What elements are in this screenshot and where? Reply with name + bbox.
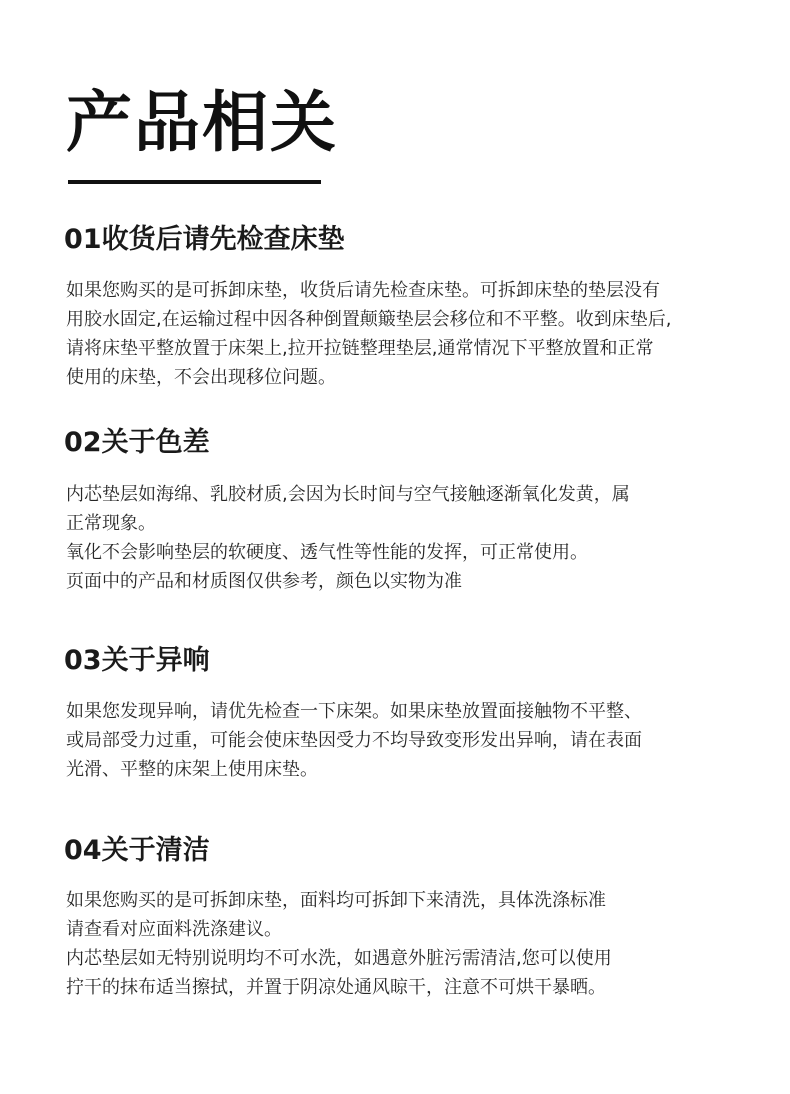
paragraph-line: 拧干的抹布适当擦拭，并置于阴凉处通风晾干，注意不可烘干暴晒。: [66, 977, 606, 998]
section-body-01: [66, 276, 766, 392]
section-body-03: [66, 697, 766, 784]
paragraph-line: 氧化不会影响垫层的软硬度、透气性等性能的发挥，可正常使用。: [66, 542, 588, 563]
paragraph-line: 请查看对应面料洗涤建议。: [66, 919, 282, 940]
paragraph-line: 内芯垫层如无特别说明均不可水洗，如遇意外脏污需清洁,您可以使用: [66, 948, 612, 969]
paragraph-line: 如果您购买的是可拆卸床垫，面料均可拆卸下来清洗，具体洗涤标准: [66, 890, 606, 911]
paragraph-line: 使用的床垫，不会出现移位问题。: [66, 367, 336, 388]
section-body-04: [66, 886, 766, 1002]
paragraph-line: 请将床垫平整放置于床架上,拉开拉链整理垫层,通常情况下平整放置和正常: [66, 338, 654, 359]
paragraph-line: 光滑、平整的床架上使用床垫。: [66, 759, 318, 780]
paragraph-line: 内芯垫层如海绵、乳胶材质,会因为长时间与空气接触逐渐氧化发黄，属: [66, 484, 630, 505]
section-heading-03: 03关于异响: [64, 645, 210, 676]
section-heading-04: 04关于清洁: [64, 835, 210, 866]
paragraph-line: 如果您发现异响，请优先检查一下床架。如果床垫放置面接触物不平整、: [66, 701, 642, 722]
paragraph-line: 用胶水固定,在运输过程中因各种倒置颠簸垫层会移位和不平整。收到床垫后,: [66, 309, 672, 330]
section-body-02: [66, 480, 766, 596]
paragraph-line: 或局部受力过重，可能会使床垫因受力不均导致变形发出异响，请在表面: [66, 730, 642, 751]
paragraph-line: 正常现象。: [66, 513, 156, 534]
paragraph-line: 如果您购买的是可拆卸床垫，收货后请先检查床垫。可拆卸床垫的垫层没有: [66, 280, 660, 301]
section-heading-02: 02关于色差: [64, 427, 210, 458]
section-heading-01: 01收货后请先检查床垫: [64, 224, 345, 255]
title-underline: [68, 180, 321, 184]
paragraph-line: 页面中的产品和材质图仅供参考，颜色以实物为准: [66, 571, 462, 592]
page-title: 产品相关: [66, 84, 338, 161]
